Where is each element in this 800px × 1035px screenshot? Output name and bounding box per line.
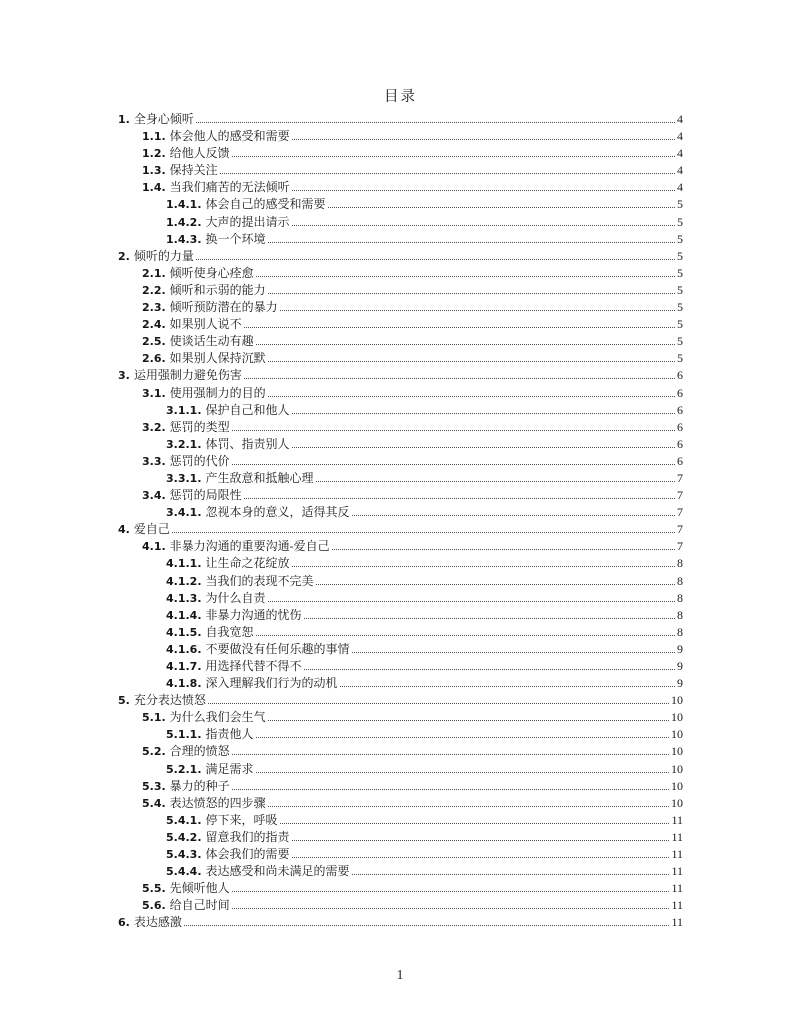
toc-title: 目录	[384, 89, 417, 105]
toc-entry-page: 7	[677, 522, 683, 537]
toc-entry-number: 3.2.1.	[166, 437, 202, 451]
dot-leader	[184, 925, 670, 926]
toc-entry[interactable]	[118, 538, 683, 555]
toc-entry-label: 使谈话生动有趣	[169, 334, 254, 349]
toc-entry-label: 留意我们的指责	[205, 829, 290, 844]
toc-entry-number: 1.4.2.	[166, 215, 202, 229]
toc-entry-number: 4.1.4.	[166, 608, 202, 622]
toc-entry[interactable]	[118, 812, 683, 829]
toc-entry-page: 11	[671, 829, 683, 844]
toc-entry-label: 体会自己的感受和需要	[205, 197, 326, 212]
toc-entry-page: 6	[677, 436, 683, 451]
toc-entry[interactable]	[118, 111, 683, 128]
dot-leader	[292, 413, 675, 414]
toc-entry-number: 4.1.1.	[166, 557, 202, 571]
toc-entry-number: 4.1.	[142, 540, 166, 554]
toc-entry-number: 5.4.4.	[166, 865, 202, 879]
page-number-footer: 1	[396, 967, 404, 982]
toc-entry-label: 当我们痛苦的无法倾听	[169, 180, 290, 195]
toc-entry-number: 1.3.	[142, 164, 166, 178]
toc-entry[interactable]	[118, 145, 683, 162]
toc-entry[interactable]	[118, 573, 683, 590]
toc-entry-page: 10	[671, 795, 683, 810]
toc-entry-number: 5.3.	[142, 779, 166, 793]
toc-entry-number: 5.5.	[142, 882, 166, 896]
toc-entry-page: 7	[677, 488, 683, 503]
toc-entry-number: 1.4.	[142, 181, 166, 195]
toc-entry-page: 4	[677, 180, 683, 195]
toc-entry-label: 如果别人保持沉默	[169, 351, 266, 366]
toc-entry-page: 5	[677, 248, 683, 263]
toc-entry[interactable]	[118, 402, 683, 419]
toc-entry-label: 产生敌意和抵触心理	[205, 470, 314, 485]
toc-entry-number: 5.6.	[142, 899, 166, 913]
toc-entry-label: 暴力的种子	[169, 778, 230, 793]
toc-entry-page: 10	[671, 693, 683, 708]
toc-entry-number: 2.3.	[142, 301, 166, 315]
toc-entry-number: 3.	[118, 369, 130, 383]
toc-entry-page: 6	[677, 402, 683, 417]
toc-entry-page: 11	[671, 898, 683, 913]
dot-leader	[196, 259, 675, 260]
toc-entry[interactable]	[118, 487, 683, 504]
toc-entry-page: 4	[677, 146, 683, 161]
toc-entry-page: 6	[677, 453, 683, 468]
dot-leader	[292, 225, 675, 226]
toc-entry[interactable]	[118, 265, 683, 282]
toc-list	[118, 111, 683, 932]
toc-entry-label: 倾听和示弱的能力	[169, 282, 266, 297]
toc-entry-label: 倾听预防潜在的暴力	[169, 300, 278, 315]
dot-leader	[352, 874, 670, 875]
toc-entry[interactable]	[118, 214, 683, 231]
toc-entry-label: 大声的提出请示	[205, 214, 290, 229]
toc-entry-page: 9	[677, 676, 683, 691]
toc-entry[interactable]	[118, 316, 683, 333]
toc-entry-label: 如果别人说不	[169, 317, 242, 332]
toc-entry-label: 保持关注	[169, 163, 218, 178]
dot-leader	[304, 618, 675, 619]
toc-entry-page: 6	[677, 368, 683, 383]
toc-entry-label: 充分表达愤怒	[133, 693, 206, 708]
toc-entry-number: 3.2.	[142, 420, 166, 434]
dot-leader	[268, 601, 675, 602]
toc-entry-label: 非暴力沟通的重要沟通-爱自己	[169, 539, 330, 554]
toc-entry-label: 让生命之花绽放	[205, 556, 290, 571]
toc-entry-page: 5	[677, 300, 683, 315]
toc-entry[interactable]	[118, 709, 683, 726]
dot-leader	[232, 464, 675, 465]
toc-entry[interactable]	[118, 641, 683, 658]
toc-entry-number: 4.1.6.	[166, 642, 202, 656]
dot-leader	[268, 720, 669, 721]
toc-entry-number: 5.	[118, 694, 130, 708]
toc-entry[interactable]	[118, 333, 683, 350]
toc-entry[interactable]	[118, 829, 683, 846]
toc-entry-page: 4	[677, 112, 683, 126]
dot-leader	[292, 566, 675, 567]
toc-entry[interactable]	[118, 367, 683, 384]
toc-entry-label: 用选择代替不得不	[205, 659, 302, 673]
toc-entry[interactable]	[118, 914, 683, 931]
toc-entry-number: 3.1.	[142, 386, 166, 400]
dot-leader	[352, 515, 675, 516]
toc-entry-page: 5	[677, 197, 683, 212]
toc-entry-page: 10	[671, 727, 683, 742]
toc-entry[interactable]	[118, 590, 683, 607]
dot-leader	[328, 207, 675, 208]
toc-entry-label: 深入理解我们行为的动机	[205, 676, 338, 691]
toc-entry[interactable]	[118, 162, 683, 179]
toc-entry-page: 8	[677, 590, 683, 605]
toc-entry-label: 先倾听他人	[169, 881, 230, 896]
toc-entry[interactable]	[118, 470, 683, 487]
toc-entry-label: 指责他人	[205, 727, 254, 742]
dot-leader	[332, 549, 675, 550]
dot-leader	[256, 344, 675, 345]
dot-leader	[268, 361, 675, 362]
toc-entry-page: 9	[677, 641, 683, 656]
toc-entry-number: 2.4.	[142, 318, 166, 332]
toc-entry-page: 6	[677, 385, 683, 400]
toc-entry-number: 5.2.1.	[166, 762, 202, 776]
toc-entry[interactable]	[118, 795, 683, 812]
dot-leader	[244, 378, 675, 379]
toc-entry-label: 停下来，呼吸	[205, 812, 278, 827]
toc-entry[interactable]	[118, 504, 683, 521]
toc-entry-page: 10	[671, 778, 683, 793]
toc-entry-label: 保护自己和他人	[205, 402, 290, 417]
toc-section	[118, 86, 683, 932]
toc-entry-label: 表达感受和尚未满足的需要	[205, 864, 350, 879]
dot-leader	[256, 772, 669, 773]
toc-entry-label: 为什么自责	[205, 590, 266, 605]
toc-entry-label: 表达愤怒的四步骤	[169, 795, 266, 810]
toc-entry-number: 4.1.8.	[166, 677, 202, 691]
dot-leader	[256, 276, 675, 277]
dot-leader	[340, 686, 675, 687]
toc-entry-number: 2.1.	[142, 266, 166, 280]
toc-entry-page: 7	[677, 539, 683, 554]
toc-entry-label: 体会他人的感受和需要	[169, 129, 290, 144]
toc-entry-number: 1.2.	[142, 147, 166, 161]
toc-entry[interactable]	[118, 846, 683, 863]
dot-leader	[316, 584, 675, 585]
toc-entry-number: 4.	[118, 523, 130, 537]
dot-leader	[232, 891, 670, 892]
toc-entry[interactable]	[118, 761, 683, 778]
toc-entry-label: 给他人反馈	[169, 146, 230, 161]
toc-entry[interactable]	[118, 231, 683, 248]
toc-entry-page: 8	[677, 607, 683, 622]
toc-entry[interactable]	[118, 521, 683, 538]
toc-entry-number: 3.3.1.	[166, 471, 202, 485]
dot-leader	[196, 122, 675, 123]
toc-entry-number: 2.2.	[142, 283, 166, 297]
toc-entry[interactable]	[118, 128, 683, 145]
toc-entry[interactable]	[118, 196, 683, 213]
dot-leader	[220, 173, 675, 174]
dot-leader	[208, 703, 669, 704]
toc-entry-label: 忽视本身的意义，适得其反	[205, 505, 350, 520]
toc-entry-number: 5.4.3.	[166, 848, 202, 862]
dot-leader	[316, 481, 675, 482]
toc-entry-number: 4.1.3.	[166, 591, 202, 605]
toc-entry-label: 满足需求	[205, 761, 254, 776]
toc-entry[interactable]	[118, 692, 683, 709]
toc-entry[interactable]	[118, 453, 683, 470]
dot-leader	[256, 737, 669, 738]
toc-entry-label: 运用强制力避免伤害	[133, 368, 242, 383]
toc-entry-label: 惩罚的类型	[169, 419, 230, 434]
toc-entry-page: 11	[671, 864, 683, 879]
toc-entry[interactable]	[118, 880, 683, 897]
toc-entry-page: 4	[677, 163, 683, 178]
dot-leader	[352, 652, 675, 653]
dot-leader	[232, 908, 670, 909]
dot-leader	[292, 447, 675, 448]
toc-entry[interactable]	[118, 675, 683, 692]
toc-entry[interactable]	[118, 436, 683, 453]
toc-entry-number: 2.5.	[142, 335, 166, 349]
toc-entry-label: 爱自己	[133, 522, 170, 537]
toc-entry-page: 5	[677, 334, 683, 349]
toc-entry-number: 3.4.	[142, 489, 166, 503]
toc-entry-number: 3.1.1.	[166, 403, 202, 417]
toc-entry-number: 3.4.1.	[166, 506, 202, 520]
toc-entry[interactable]	[118, 350, 683, 367]
toc-entry-page: 5	[677, 231, 683, 246]
toc-entry[interactable]	[118, 897, 683, 914]
toc-entry-label: 不要做没有任何乐趣的事情	[205, 641, 350, 656]
dot-leader	[268, 293, 675, 294]
toc-entry-label: 表达感激	[133, 915, 182, 930]
toc-entry-number: 5.4.1.	[166, 813, 202, 827]
toc-entry-page: 5	[677, 351, 683, 366]
dot-leader	[244, 327, 675, 328]
dot-leader	[304, 669, 675, 670]
toc-entry-number: 6.	[118, 916, 130, 930]
toc-entry-label: 全身心倾听	[133, 112, 194, 126]
toc-entry[interactable]	[118, 743, 683, 760]
toc-entry-number: 5.2.	[142, 745, 166, 759]
toc-entry-number: 4.1.5.	[166, 625, 202, 639]
toc-entry-number: 5.1.	[142, 711, 166, 725]
toc-entry-page: 7	[677, 505, 683, 520]
toc-entry-label: 当我们的表现不完美	[205, 573, 314, 588]
toc-entry-number: 4.1.7.	[166, 660, 202, 673]
toc-entry-label: 合理的愤怒	[169, 744, 230, 759]
toc-entry-page: 5	[677, 317, 683, 332]
dot-leader	[172, 532, 675, 533]
toc-entry-number: 3.3.	[142, 454, 166, 468]
dot-leader	[292, 857, 670, 858]
toc-entry-page: 11	[671, 915, 683, 930]
toc-entry-page: 10	[671, 744, 683, 759]
toc-entry-page: 5	[677, 265, 683, 280]
toc-entry-label: 非暴力沟通的忧伤	[205, 607, 302, 622]
toc-entry[interactable]	[118, 607, 683, 624]
toc-entry-page: 5	[677, 282, 683, 297]
toc-entry[interactable]	[118, 863, 683, 880]
toc-entry-number: 2.	[118, 249, 130, 263]
toc-entry-page: 10	[671, 761, 683, 776]
toc-entry-page: 6	[677, 419, 683, 434]
toc-entry-number: 1.4.3.	[166, 232, 202, 246]
toc-entry[interactable]	[118, 385, 683, 402]
toc-entry-page: 4	[677, 129, 683, 144]
dot-leader	[280, 823, 670, 824]
toc-entry[interactable]	[118, 658, 683, 675]
dot-leader	[268, 806, 669, 807]
toc-entry-page: 7	[677, 470, 683, 485]
toc-entry[interactable]	[118, 555, 683, 572]
toc-entry-page: 8	[677, 556, 683, 571]
toc-entry-page: 11	[671, 881, 683, 896]
toc-entry-number: 1.1.	[142, 130, 166, 144]
toc-entry-number: 4.1.2.	[166, 574, 202, 588]
toc-entry-label: 倾听的力量	[133, 248, 194, 263]
toc-entry-page: 8	[677, 624, 683, 639]
toc-entry-page: 9	[677, 659, 683, 673]
toc-entry-label: 体会我们的需要	[205, 847, 290, 862]
dot-leader	[280, 310, 675, 311]
toc-entry[interactable]	[118, 624, 683, 641]
toc-entry-number: 1.4.1.	[166, 198, 202, 212]
toc-entry-page: 11	[671, 847, 683, 862]
dot-leader	[232, 430, 675, 431]
toc-entry-page: 5	[677, 214, 683, 229]
dot-leader	[256, 635, 675, 636]
toc-entry-label: 换一个环境	[205, 231, 266, 246]
dot-leader	[232, 754, 669, 755]
toc-entry-number: 5.1.1.	[166, 728, 202, 742]
toc-entry[interactable]	[118, 248, 683, 265]
toc-entry-page: 10	[671, 710, 683, 725]
dot-leader	[232, 156, 675, 157]
toc-entry-number: 5.4.	[142, 796, 166, 810]
toc-entry[interactable]	[118, 419, 683, 436]
dot-leader	[268, 396, 675, 397]
toc-entry-label: 体罚、指责别人	[205, 436, 290, 451]
dot-leader	[292, 840, 670, 841]
toc-entry-label: 为什么我们会生气	[169, 710, 266, 725]
dot-leader	[292, 190, 675, 191]
toc-entry[interactable]	[118, 299, 683, 316]
toc-entry-page: 11	[671, 812, 683, 827]
dot-leader	[232, 789, 669, 790]
dot-leader	[244, 498, 675, 499]
dot-leader	[292, 139, 675, 140]
toc-entry-number: 1.	[118, 113, 130, 126]
toc-entry[interactable]	[118, 726, 683, 743]
toc-entry-label: 使用强制力的目的	[169, 385, 266, 400]
toc-entry-label: 自我宽恕	[205, 624, 254, 639]
toc-entry-label: 惩罚的局限性	[169, 488, 242, 503]
toc-entry-label: 给自己时间	[169, 898, 230, 913]
toc-entry-number: 5.4.2.	[166, 830, 202, 844]
toc-entry[interactable]	[118, 179, 683, 196]
toc-entry-label: 倾听使身心痊愈	[169, 265, 254, 280]
toc-entry-page: 8	[677, 573, 683, 588]
toc-entry-number: 2.6.	[142, 352, 166, 366]
toc-entry[interactable]	[118, 778, 683, 795]
toc-entry[interactable]	[118, 282, 683, 299]
dot-leader	[268, 242, 675, 243]
toc-entry-label: 惩罚的代价	[169, 453, 230, 468]
